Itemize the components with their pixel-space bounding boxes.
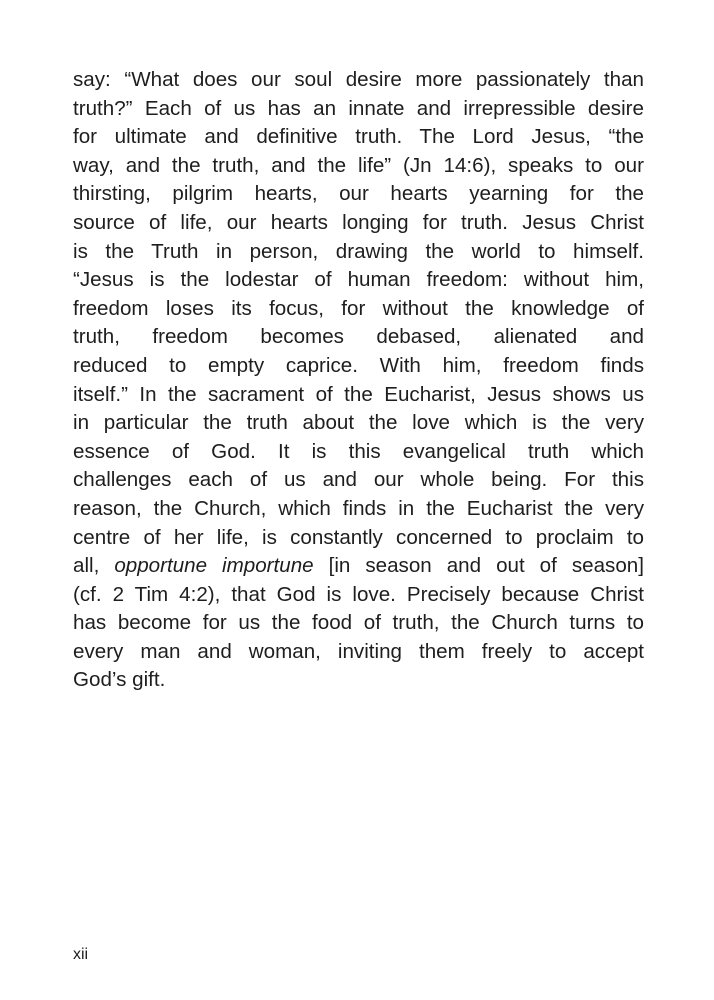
page-number: xii: [73, 946, 89, 963]
text-line: centre of her life, is constantly concerned to proclaim to: [73, 525, 644, 549]
text-segment: all,: [73, 554, 115, 578]
text-line: reason, the Church, which finds in the Eucharist the very: [73, 496, 644, 520]
text-line: (cf. 2 Tim 4:2), that God is love. Precisely because Christ: [73, 582, 644, 606]
text-line: for ultimate and definitive truth. The Lord Jesus, “the: [73, 125, 644, 149]
text-line: truth, freedom becomes debased, alienated and: [73, 325, 644, 349]
body-text: [73, 66, 644, 695]
text-line: freedom loses its focus, for without the knowledge of: [73, 296, 644, 320]
text-line: essence of God. It is this evangelical truth which: [73, 439, 644, 463]
text-line: every man and woman, inviting them freely to accept: [73, 639, 644, 663]
text-line: itself.” In the sacrament of the Eucharist, Jesus shows us: [73, 382, 644, 406]
text-line: say: “What does our soul desire more passionately than: [73, 68, 644, 91]
text-line: thirsting, pilgrim hearts, our hearts yearning for the: [73, 182, 644, 206]
text-line: way, and the truth, and the life” (Jn 14:6), speaks to our: [73, 153, 644, 177]
text-line: source of life, our hearts longing for truth. Jesus Christ: [73, 210, 644, 234]
text-line-last: God’s gift.: [73, 668, 166, 692]
italic-latin-phrase: opportune importune: [114, 554, 314, 578]
text-line-italic: [73, 552, 644, 581]
text-line: has become for us the food of truth, the Church turns to: [73, 611, 644, 635]
text-line: in particular the truth about the love which is the very: [73, 411, 644, 435]
text-line: truth?” Each of us has an innate and irrepressible desire: [73, 96, 644, 120]
text-line: is the Truth in person, drawing the world to himself.: [73, 239, 644, 263]
text-line: “Jesus is the lodestar of human freedom: without him,: [73, 268, 644, 292]
text-line: reduced to empty caprice. With him, freedom finds: [73, 353, 644, 377]
text-line: challenges each of us and our whole being. For this: [73, 468, 644, 492]
text-segment: [in season and out of season]: [313, 554, 644, 578]
